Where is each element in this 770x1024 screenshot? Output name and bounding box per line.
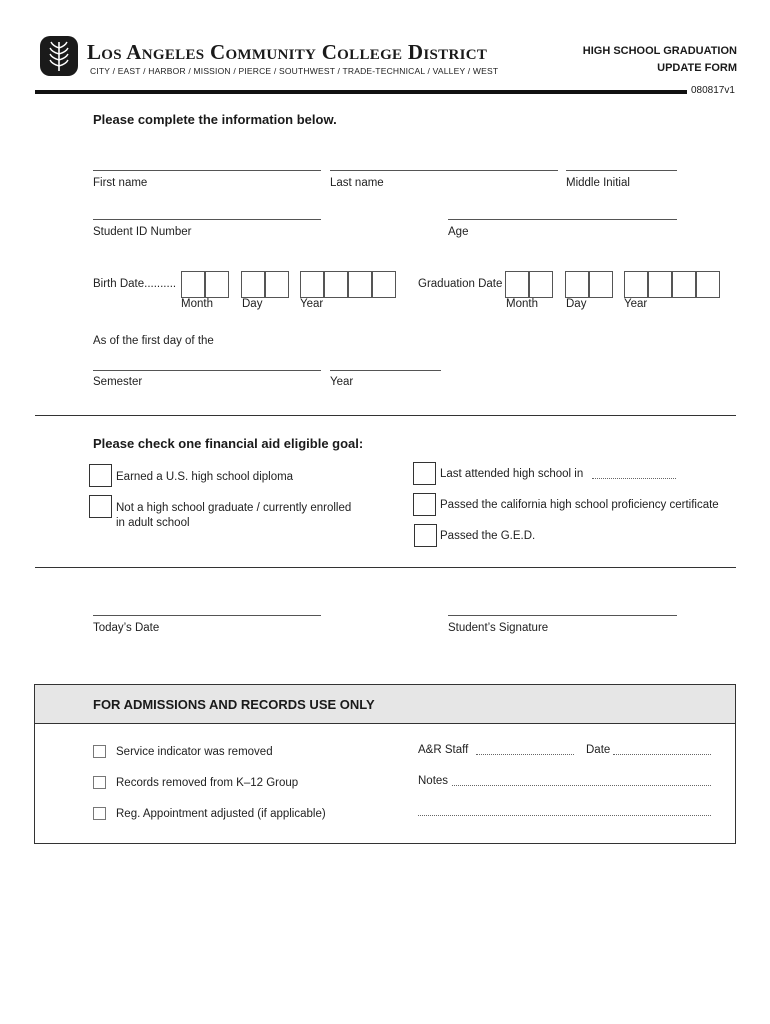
age-field[interactable] xyxy=(448,219,677,220)
last-attended-field[interactable] xyxy=(592,478,676,479)
reg-appointment-label: Reg. Appointment adjusted (if applicable) xyxy=(116,808,326,820)
birth-day-label: Day xyxy=(242,298,263,310)
records-removed-label: Records removed from K–12 Group xyxy=(116,777,299,789)
service-indicator-checkbox[interactable] xyxy=(93,745,106,758)
last-name-field[interactable] xyxy=(330,170,558,171)
graduation-date-label: Graduation Date xyxy=(418,278,503,290)
goal-diploma-label: Earned a U.S. high school diploma xyxy=(116,471,294,483)
grad-year-digit-1[interactable] xyxy=(624,271,648,298)
records-removed-checkbox[interactable] xyxy=(93,776,106,789)
goal-diploma-checkbox[interactable] xyxy=(89,464,112,487)
birth-year-digit-1[interactable] xyxy=(300,271,324,298)
wheat-icon xyxy=(40,36,78,76)
last-name-label: Last name xyxy=(330,177,384,189)
birth-year-label: Year xyxy=(300,298,324,310)
student-id-label: Student ID Number xyxy=(93,226,192,238)
goal-last-attended-checkbox[interactable] xyxy=(413,462,436,485)
ar-staff-field[interactable] xyxy=(476,754,574,755)
birth-day-digit-2[interactable] xyxy=(265,271,289,298)
todays-date-field[interactable] xyxy=(93,615,321,616)
ar-staff-label: A&R Staff xyxy=(418,744,469,756)
service-indicator-label: Service indicator was removed xyxy=(116,746,273,758)
age-label: Age xyxy=(448,226,469,238)
form-title-line2: UPDATE FORM xyxy=(657,62,737,74)
goal-last-attended-label: Last attended high school in xyxy=(440,468,584,480)
grad-day-digit-2[interactable] xyxy=(589,271,613,298)
birth-day-digit-1[interactable] xyxy=(241,271,265,298)
grad-day-digit-1[interactable] xyxy=(565,271,589,298)
grad-year-digit-4[interactable] xyxy=(696,271,720,298)
campus-list: CITY / EAST / HARBOR / MISSION / PIERCE / SOUTHWEST / TRADE-TECHNICAL / VALLEY / WEST xyxy=(90,66,499,76)
grad-month-label: Month xyxy=(506,298,538,310)
section-divider-1 xyxy=(35,415,736,416)
goal-adult-school-checkbox[interactable] xyxy=(89,495,112,518)
district-logo xyxy=(40,36,78,76)
grad-year-digit-2[interactable] xyxy=(648,271,672,298)
goal-adult-school-label-1: Not a high school graduate / currently enrolled xyxy=(116,502,352,514)
semester-year-label: Year xyxy=(330,376,354,388)
goal-adult-school-label-2: in adult school xyxy=(116,517,190,529)
admin-date-label: Date xyxy=(586,744,611,756)
semester-field[interactable] xyxy=(93,370,321,371)
middle-initial-field[interactable] xyxy=(566,170,677,171)
goal-proficiency-label: Passed the california high school proficiency certificate xyxy=(440,499,719,511)
semester-year-field[interactable] xyxy=(330,370,441,371)
reg-appointment-checkbox[interactable] xyxy=(93,807,106,820)
grad-month-digit-1[interactable] xyxy=(505,271,529,298)
birth-date-label: Birth Date.......... xyxy=(93,278,177,290)
goal-heading: Please check one financial aid eligible goal: xyxy=(93,436,364,451)
goal-ged-label: Passed the G.E.D. xyxy=(440,530,536,542)
student-id-field[interactable] xyxy=(93,219,321,220)
admin-date-field[interactable] xyxy=(613,754,711,755)
org-name: Los Angeles Community College District xyxy=(87,40,488,64)
birth-year-digit-3[interactable] xyxy=(348,271,372,298)
signature-label: Student’s Signature xyxy=(448,622,549,634)
todays-date-label: Today’s Date xyxy=(93,622,160,634)
form-title-line1: HIGH SCHOOL GRADUATION xyxy=(582,45,737,57)
grad-day-label: Day xyxy=(566,298,587,310)
notes-field-line-1[interactable] xyxy=(452,785,711,786)
semester-label: Semester xyxy=(93,376,143,388)
birth-month-digit-2[interactable] xyxy=(205,271,229,298)
birth-month-label: Month xyxy=(181,298,213,310)
goal-proficiency-checkbox[interactable] xyxy=(413,493,436,516)
header-rule xyxy=(35,90,687,94)
grad-year-digit-3[interactable] xyxy=(672,271,696,298)
intro-heading: Please complete the information below. xyxy=(93,112,337,127)
goal-ged-checkbox[interactable] xyxy=(414,524,437,547)
section-divider-2 xyxy=(35,567,736,568)
first-name-field[interactable] xyxy=(93,170,321,171)
signature-field[interactable] xyxy=(448,615,677,616)
form-code: 080817v1 xyxy=(691,85,735,96)
as-of-label: As of the first day of the xyxy=(93,335,214,347)
first-name-label: First name xyxy=(93,177,148,189)
admin-heading: FOR ADMISSIONS AND RECORDS USE ONLY xyxy=(93,697,375,712)
middle-initial-label: Middle Initial xyxy=(566,177,630,189)
birth-month-digit-1[interactable] xyxy=(181,271,205,298)
notes-field-line-2[interactable] xyxy=(418,815,711,816)
birth-year-digit-2[interactable] xyxy=(324,271,348,298)
notes-label: Notes xyxy=(418,775,449,787)
grad-month-digit-2[interactable] xyxy=(529,271,553,298)
grad-year-label: Year xyxy=(624,298,648,310)
birth-year-digit-4[interactable] xyxy=(372,271,396,298)
